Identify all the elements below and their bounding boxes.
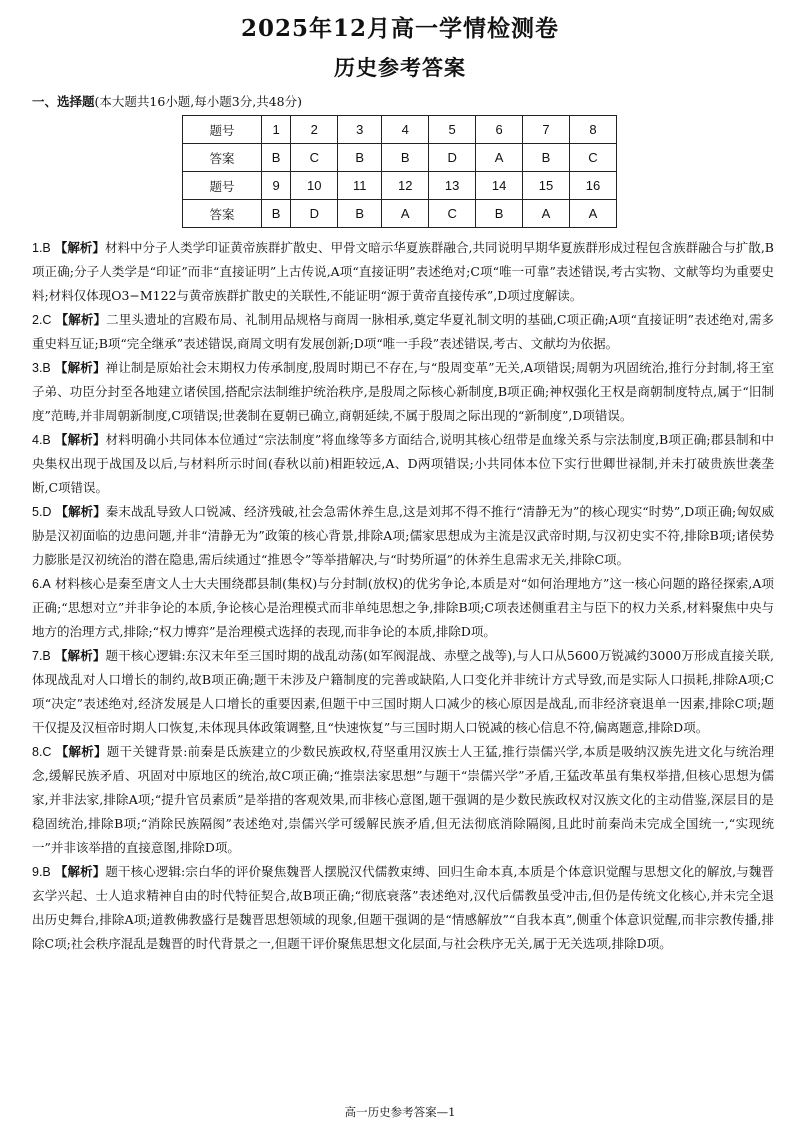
item-text: 题干核心逻辑:东汉末年至三国时期的战乱动荡(如军阀混战、赤壁之战等),与人口从5600万锐减约3000万形成直接关联,体现战乱对人口增长的制约,故B项正确;题干未涉及户籍制度的完善或缺陷,人口变化并非统计方式导致,而是实际人口损耗,排除A项;C项“决定”表述绝对,经济发展是人口增长的重要因素,但题干中三国时期人口减少的核心原因是战乱,而非经济衰退单一因素,排除C项;题干仅提及汉桓帝时期人口恢复,未体现具体政策调整,且“快速恢复”与三国时期人口锐减的核心信息不符,偏离题意,排除D项。 xyxy=(32,648,774,735)
item-number: 5.D xyxy=(32,505,52,519)
item-text: 秦末战乱导致人口锐减、经济残破,社会急需休养生息,这是刘邦不得不推行“清静无为”的核心现实“时势”,D项正确;匈奴威胁是汉初面临的边患问题,并非“清静无为”政策的核心背景,排除A项;儒家思想成为主流是汉武帝时期,与汉初史实不符,排除B项;诸侯势力膨胀是汉初统治的潜在隐患,需后续通过“推恩令”等举措解决,与“时势所逼”的休养生息需求无关,排除C项。 xyxy=(32,504,774,567)
answer-cell: B xyxy=(338,144,382,172)
explanation-item xyxy=(32,860,774,956)
question-number-cell: 5 xyxy=(429,116,476,144)
question-row xyxy=(183,116,617,144)
row-label: 答案 xyxy=(183,200,262,228)
item-text: 材料明确小共同体本位通过“宗法制度”将血缘等多方面结合,说明其核心纽带是血缘关系与宗法制度,B项正确;郡县制和中央集权出现于战国及以后,与材料所示时间(春秋以前)相距较远,A、D两项错误;小共同体本位下实行世卿世禄制,并未打破贵族世袭垄断,C项错误。 xyxy=(32,432,774,495)
question-row xyxy=(183,172,617,200)
item-text: 材料核心是秦至唐文人士大夫围绕郡县制(集权)与分封制(放权)的优劣争论,本质是对“如何治理地方”这一核心问题的路径探索,A项正确;“思想对立”并非争论的本质,争论核心是治理模式而非单纯思想之争,排除B项;C项表述侧重君主与臣下的权力关系,材料聚焦中央与地方的治理方式,排除;“权力博弈”是治理模式选择的表现,而非争论的本质,排除D项。 xyxy=(32,576,775,639)
question-number-cell: 6 xyxy=(476,116,523,144)
question-number-cell: 9 xyxy=(261,172,290,200)
item-number: 1.B xyxy=(32,241,51,255)
item-number: 2.C xyxy=(32,313,52,327)
question-number-cell: 13 xyxy=(429,172,476,200)
question-number-cell: 11 xyxy=(338,172,382,200)
analysis-tag: 【解析】 xyxy=(55,504,106,519)
explanation-item xyxy=(32,428,774,500)
row-label: 答案 xyxy=(183,144,262,172)
analysis-tag: 【解析】 xyxy=(54,360,106,375)
item-text: 材料中分子人类学印证黄帝族群扩散史、甲骨文暗示华夏族群融合,共同说明早期华夏族群形成过程包含族群融合与扩散,B项正确;分子人类学是“印证”而非“直接证明”上古传说,A项“直接证明”表述绝对;C项“唯一可靠”表述错误,考古实物、文献等均为重要史料;材料仅体现O3−M122与黄帝族群扩散史的关联性,不能证明“源于黄帝直接传承”,D项过度解读。 xyxy=(32,240,774,303)
item-text: 二里头遗址的宫殿布局、礼制用品规格与商周一脉相承,奠定华夏礼制文明的基础,C项正确;A项“直接证明”表述绝对,需多重史料互证;B项“完全继承”表述错误,商周文明有发展创新;D项“唯一手段”表述错误,考古、文献均为依据。 xyxy=(32,312,774,351)
explanation-item xyxy=(32,500,774,572)
answer-cell: B xyxy=(476,200,523,228)
explanation-item xyxy=(32,356,774,428)
question-number-cell: 16 xyxy=(569,172,616,200)
answer-table xyxy=(182,115,617,228)
item-number: 6.A xyxy=(32,577,51,591)
question-number-cell: 15 xyxy=(523,172,570,200)
answer-cell: A xyxy=(382,200,429,228)
analysis-tag: 【解析】 xyxy=(54,648,106,663)
item-number: 8.C xyxy=(32,745,52,759)
section-heading-label: 一、选择题 xyxy=(32,94,95,109)
answer-cell: A xyxy=(569,200,616,228)
page-subtitle: 历史参考答案 xyxy=(334,55,466,80)
answer-cell: A xyxy=(523,200,570,228)
analysis-tag: 【解析】 xyxy=(54,240,105,255)
answer-cell: B xyxy=(261,144,290,172)
answer-cell: B xyxy=(523,144,570,172)
analysis-tag: 【解析】 xyxy=(55,744,107,759)
item-number: 4.B xyxy=(32,433,51,447)
answer-cell: A xyxy=(476,144,523,172)
question-number-cell: 2 xyxy=(291,116,338,144)
explanation-item xyxy=(32,572,774,644)
item-text: 题干核心逻辑:宗白华的评价聚焦魏晋人摆脱汉代儒教束缚、回归生命本真,本质是个体意识觉醒与思想文化的解放,与魏晋玄学兴起、士人追求精神自由的时代特征契合,故B项正确;“彻底衰落”表述绝对,汉代后儒教虽受冲击,但仍是传统文化核心,并未完全退出历史舞台,排除A项;道教佛教盛行是魏晋思想领域的现象,但题干强调的是“情感解放”“自我本真”,侧重个体意识觉醒,而非宗教传播,排除C项;社会秩序混乱是魏晋的时代背景之一,但题干评价聚焦思想文化层面,与社会秩序无关,属于无关选项,排除D项。 xyxy=(32,864,774,951)
analysis-tag: 【解析】 xyxy=(54,864,106,879)
page-title: 2025年12月高一学情检测卷 xyxy=(240,15,560,42)
section-heading xyxy=(32,92,302,110)
row-label: 题号 xyxy=(183,116,262,144)
answer-cell: C xyxy=(569,144,616,172)
item-number: 3.B xyxy=(32,361,51,375)
explanation-list xyxy=(32,236,774,956)
answer-cell: B xyxy=(338,200,382,228)
item-text: 禅让制是原始社会末期权力传承制度,殷周时期已不存在,与“殷周变革”无关,A项错误;周朝为巩固统治,推行分封制,将王室子弟、功臣分封至各地建立诸侯国,搭配宗法制维护统治秩序,是殷周之际核心新制度,B项正确;神权强化王权是商朝制度特点,属于“旧制度”范畴,并非周朝新制度,C项错误;世袭制在夏朝已确立,商朝延续,不属于殷周之际出现的“新制度”,D项错误。 xyxy=(32,360,774,423)
answer-cell: B xyxy=(382,144,429,172)
question-number-cell: 10 xyxy=(291,172,338,200)
row-label: 题号 xyxy=(183,172,262,200)
question-number-cell: 12 xyxy=(382,172,429,200)
answer-row xyxy=(183,144,617,172)
question-number-cell: 1 xyxy=(261,116,290,144)
answer-row xyxy=(183,200,617,228)
answer-cell: C xyxy=(291,144,338,172)
question-number-cell: 8 xyxy=(569,116,616,144)
explanation-item xyxy=(32,308,774,356)
question-number-cell: 3 xyxy=(338,116,382,144)
item-number: 7.B xyxy=(32,649,51,663)
question-number-cell: 14 xyxy=(476,172,523,200)
explanation-item xyxy=(32,740,774,860)
section-note: (本大题共16小题,每小题3分,共48分) xyxy=(94,94,302,109)
explanation-item xyxy=(32,644,774,740)
analysis-tag: 【解析】 xyxy=(55,312,107,327)
answer-cell: B xyxy=(261,200,290,228)
analysis-tag: 【解析】 xyxy=(54,432,106,447)
answer-cell: D xyxy=(291,200,338,228)
item-text: 题干关键背景:前秦是氐族建立的少数民族政权,苻坚重用汉族士人王猛,推行崇儒兴学,本质是吸纳汉族先进文化与统治理念,缓解民族矛盾、巩固对中原地区的统治,故C项正确;“推崇法家思想”与题干“崇儒兴学”矛盾,王猛改革虽有集权举措,但核心思想为儒家,并非法家,排除A项;“提升官员素质”是举措的客观效果,而非核心意图,题干强调的是少数民族政权对汉族文化的主动借鉴,深层目的是稳固统治,排除B项;“消除民族隔阂”表述绝对,崇儒兴学可缓解民族矛盾,但无法彻底消除隔阂,且此时前秦尚未完成全国统一,“实现统一”并非该举措的直接意图,排除D项。 xyxy=(32,744,774,855)
page-footer: 高一历史参考答案—1 xyxy=(344,1105,456,1119)
answer-cell: C xyxy=(429,200,476,228)
explanation-item xyxy=(32,236,774,308)
item-number: 9.B xyxy=(32,865,51,879)
answer-cell: D xyxy=(429,144,476,172)
question-number-cell: 4 xyxy=(382,116,429,144)
question-number-cell: 7 xyxy=(523,116,570,144)
